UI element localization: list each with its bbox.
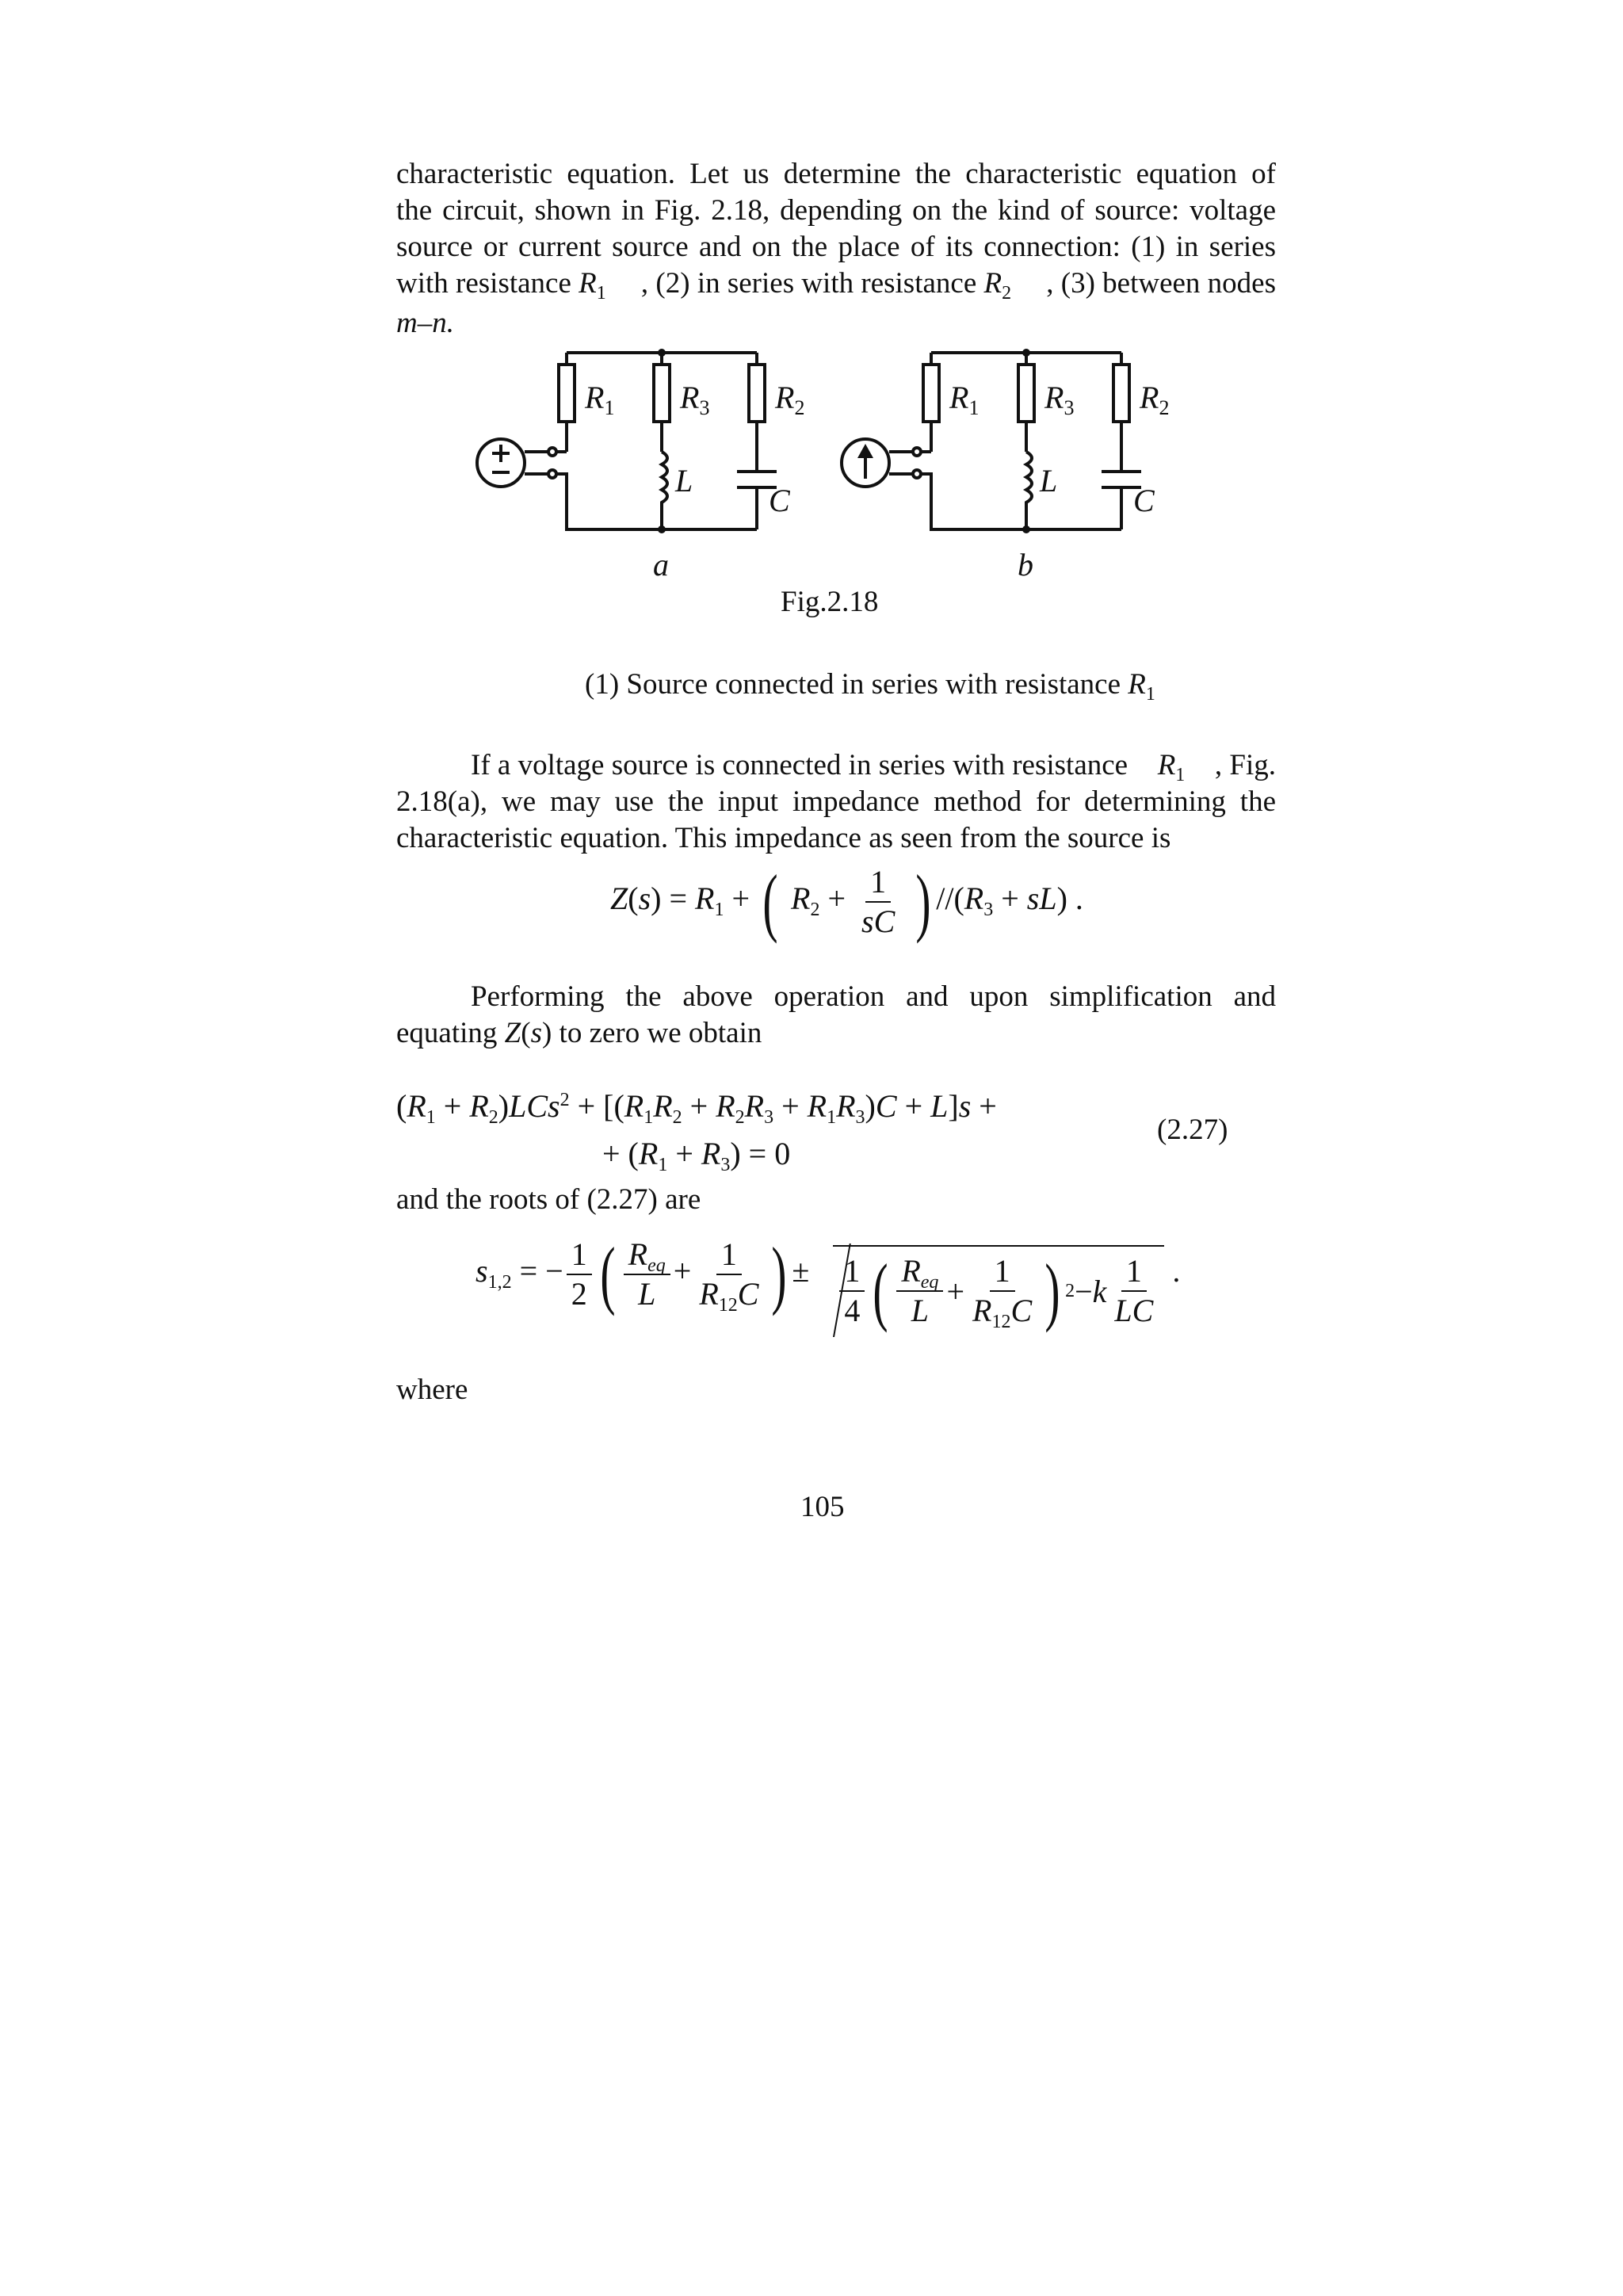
inductor-a — [662, 452, 667, 529]
figure-caption: Fig.2.18 — [781, 586, 879, 618]
equation-2-27-line2: + $(R_1 + R_3) = 0$ — [602, 1136, 791, 1175]
roots-intro: and the roots of (2.27) are — [396, 1183, 701, 1216]
current-arrow-icon — [857, 444, 873, 458]
circuit-figure — [444, 333, 1205, 618]
para1-line4-a: with resistance $R_1$ — [396, 267, 606, 304]
para1-line4 — [396, 265, 1276, 303]
label-r1-b: $R_1$ — [949, 380, 980, 419]
para2-line1-r1: $R_1$ — [1157, 749, 1186, 785]
label-l-b: L — [1040, 463, 1058, 499]
para2-line1-a: If a voltage source is connected in series with resistance — [471, 749, 1128, 781]
para1-line3: source or current source and on the place of its connection: (1) in series — [396, 231, 1276, 263]
para2-line1-b: , Fig. — [1214, 749, 1276, 781]
circuit-a-bottom-wire — [555, 474, 757, 529]
para1-line4-b: , (2) in series with resistance $R_2$ — [640, 267, 1012, 304]
label-r3-b: $R_3$ — [1044, 380, 1075, 419]
equation-impedance: $Z(s) = R_1$ + ( $R_2$ + $\frac{1}{sC}$ ) $//(R_3 + sL)$ . — [610, 859, 1083, 944]
equation-2-27-line1: $(R_1 + R_2)LCs^2 + [(R_1R_2 + R_2R_3 + R_1R_3)C + L]s$ + — [396, 1088, 997, 1128]
resistor-r2-b — [1113, 365, 1129, 422]
label-a: a — [653, 547, 669, 583]
label-r1-a: $R_1$ — [585, 380, 615, 419]
circuit-a — [477, 353, 777, 529]
where-text: where — [396, 1373, 468, 1406]
resistor-r1-b — [923, 365, 939, 422]
resistor-r3-b — [1018, 365, 1034, 422]
inductor-b — [1026, 452, 1032, 529]
equation-roots: $s_{1,2}$ = − $\frac{1}{2}$ ( $\frac{R_{eq}}{L}$ + $\frac{1}{R_{12}C}$ ) ± $\frac{1}{4}$ ( $\frac{R_{eq}}{L}$ + $\frac{1}{R_{12}C}$ ) 2 − k $\frac{1}{LC}$ . — [475, 1232, 1181, 1334]
para1-line5: m–n. — [396, 307, 454, 339]
para2-line3: characteristic equation. This impedance as seen from the source is — [396, 822, 1171, 854]
label-b: b — [1018, 547, 1033, 583]
para1-line1: characteristic equation. Let us determine the characteristic equation of — [396, 158, 1276, 190]
label-c-b: C — [1133, 483, 1155, 518]
para1-line4-c: , (3) between nodes — [1046, 267, 1276, 300]
resistor-r1-a — [559, 365, 575, 422]
para2-line2: 2.18(a), we may use the input impedance method for determining the — [396, 785, 1276, 818]
page-number: 105 — [800, 1491, 845, 1523]
para3-line2: equating Z(s) to zero we obtain — [396, 1017, 762, 1049]
label-r2-a: $R_2$ — [775, 380, 805, 419]
para1-line2: the circuit, shown in Fig. 2.18, depending on the kind of source: voltage — [396, 194, 1276, 227]
circuit-b — [842, 353, 1141, 529]
para2-line1 — [396, 747, 1276, 785]
section-heading: (1) Source connected in series with resistance $R_1$ — [585, 668, 1155, 705]
label-l-a: L — [675, 463, 693, 499]
resistor-r3-a — [654, 365, 670, 422]
para3-line1: Performing the above operation and upon simplification and — [471, 980, 1276, 1013]
equation-number: (2.27) — [1157, 1114, 1228, 1146]
label-c-a: C — [769, 483, 790, 518]
resistor-r2-a — [749, 365, 765, 422]
label-r2-b: $R_2$ — [1140, 380, 1170, 419]
label-r3-a: $R_3$ — [680, 380, 710, 419]
